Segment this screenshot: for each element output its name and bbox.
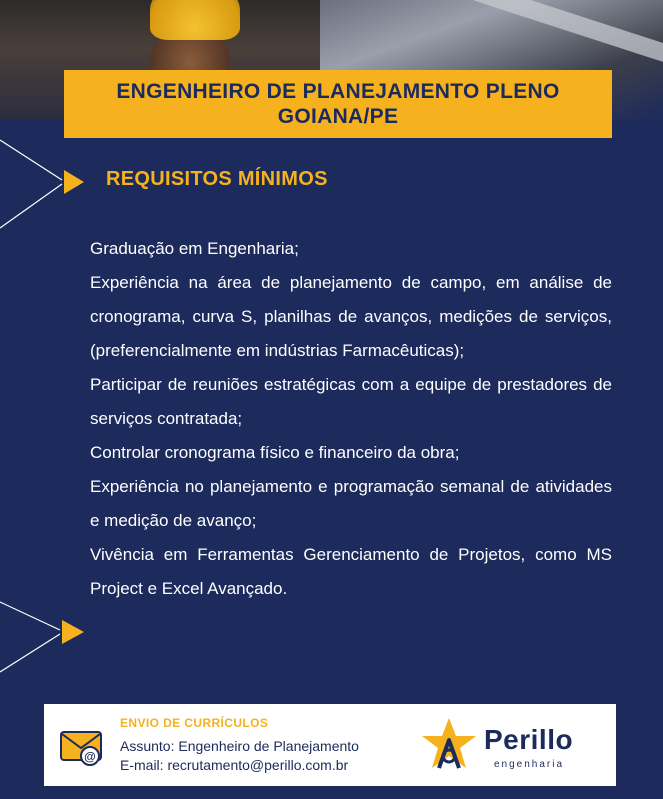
mail-at-icon [60,726,104,766]
requirement-item: Graduação em Engenharia; [90,239,299,258]
hero-helmet [150,0,240,40]
deco-line [0,140,62,180]
perillo-logo-icon [420,716,478,774]
footer-title: ENVIO DE CURRÍCULOS [120,716,269,730]
logo-subtitle: engenharia [494,759,565,770]
arrow-marker-icon [62,620,84,644]
email-subject: Assunto: Engenheiro de Planejamento [120,738,359,754]
requirement-item: Vivência em Ferramentas Gerenciamento de Projetos, como MS Project e Excel Avançado. [90,545,612,598]
requirement-item: Controlar cronograma físico e financeiro da obra; [90,443,460,462]
svg-text:@: @ [84,749,96,764]
requirement-item: Participar de reuniões estratégicas com a equipe de prestadores de serviços contratada; [90,375,612,428]
deco-line [0,634,60,672]
deco-line [0,602,60,630]
job-location: GOIANA/PE [277,105,399,128]
email-address[interactable]: E-mail: recrutamento@perillo.com.br [120,757,349,773]
section-title: REQUISITOS MÍNIMOS [106,168,328,190]
requirements-list [90,232,612,606]
requirement-item: Experiência na área de planejamento de campo, em análise de cronograma, curva S, planilhas de avanços, medições de serviços, (preferencialmente em indústrias Farmacêuticas); [90,273,612,360]
contact-footer [44,704,616,786]
job-title: ENGENHEIRO DE PLANEJAMENTO PLENO [116,80,560,103]
job-title-banner [64,70,612,138]
deco-line [0,184,62,228]
arrow-marker-icon [64,170,84,194]
requirement-item: Experiência no planejamento e programação semanal de atividades e medição de avanço; [90,477,612,530]
logo-name: Perillo [484,724,574,755]
